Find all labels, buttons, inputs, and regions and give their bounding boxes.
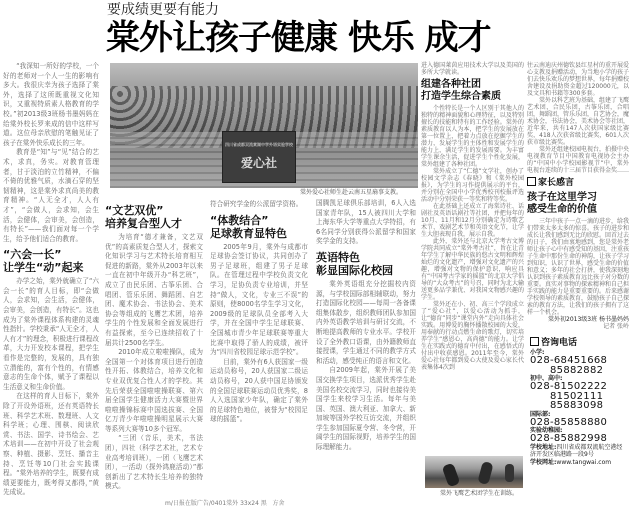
dancer xyxy=(442,463,461,488)
section-heading xyxy=(527,192,629,216)
paragraph: 符合研究学金的公派留学资格。 xyxy=(210,200,303,208)
contact-label: 初中、高中: xyxy=(530,375,563,382)
kicker: 要成绩更要有能力 xyxy=(107,2,219,18)
section-heading xyxy=(316,251,416,277)
paragraph: “三团（音乐，美术，书法团），四社（科学艺术社，艺术专业高考培训班），一团（飞鹰艺术团），一活动（探外鸿鹿活动）”都创新出了艺术特长生培养的独特模式。 xyxy=(105,434,203,491)
column-4 xyxy=(316,199,416,490)
paragraph: 三年中孩子一点一滴的进步，给我们带来太多太多的惊喜。孩子的进步和成长让我们感到无比的欣慰。回首过去的日子，我们由衷地感到，您是棠外老师让孩子心中有感受知的基因，注重孩子生命中那份生命的神韵，让孩子学习到知识，认识了世界，感受生命的价值和意义；多年的社会打拼，使我深刻地认识到孩子素质教育远比孩子对分数的重要。真实对事物的探索精神和自己担手实践的能力是重要重要的。后来感谢学校领导的素质教育，鼓励孩子自己探索的教育方法，让我们的孩子拥有了这样一个机会。 xyxy=(527,218,630,316)
paragraph: 为培育“德才兼备，文艺双优”的高素质复合型人才，探索文化知识学习与艺术特长培育相互促进的新路，棠外从2003年以来一直在初中年级开办“科艺班”，成立了由民乐团、古筝乐团、合唱团、管乐乐团、舞蹈团、自艺团、魔术协会、书法协会、美术协会等组成的飞鹰艺术团，培养学生的个性发展和全面发展进行有益探索，至今已连续招收了十届共计2500名学生。 xyxy=(105,233,203,347)
heading-line: 彰显国际化校园 xyxy=(316,263,393,277)
section-label xyxy=(527,177,629,189)
dancer xyxy=(505,464,514,482)
paragraph: 棠外英语组充分挖掘校内资源，与学校国际部相辅联动，努力打造国际化校园——每周一各备课组集体散步，组织教师团队参加国内外英语教学培训与研讨交流，不断地提高教师的专业水平。学校开设了全外教口语课，由外籍教师直接授课，学生通过不同的教学方式和活动，感受纯正的语言和文化。 xyxy=(316,279,416,365)
heading-line: 感受生命的价值 xyxy=(527,204,597,215)
address-label: 学校地址: xyxy=(530,443,557,451)
footer-slug: m/日报在版广告/0401棠外 33x24 黑 方舍 xyxy=(165,500,285,507)
column-3 xyxy=(210,200,308,490)
paragraph: 在此基础上还成立了海棠诗社、话剧社及英语话剧社等社团，并把每年的10月、11月和12月分别确定为诗歌艺术节、戏剧艺术节和英语文化节，让学生大胆表现自我，展示自我。 xyxy=(421,203,524,238)
heading-line: 足球教育显特色 xyxy=(210,226,287,240)
paragraph: 在这样的育人目标下，棠外除了开设外语班，还有英语特长班、科学艺术班、数理班、人文科学班；心理、围棋、阅读欣赏、书法、国学、诗书绘会、艺术培训——在初中开设了社会观察、种植、摄影、烹饪、播音主持、烹饪等10门社会实践课程。“棠外培养的学生，既要有成绩更要能力，既考得又都得，”黄先成说。 xyxy=(3,392,99,497)
heading-line: 让学生“动”起来 xyxy=(3,261,84,275)
contact-title xyxy=(530,337,628,349)
paragraph: 往云南迪庆州德钦县红星村的重开展爱心支教及捐赠活动，为当地小学的孩子们去快乐欢乐的梦想世界，每年捐赠校舍建设及捐助资金超过120000元，以及文具和书籍等300多套。 xyxy=(527,62,630,97)
phone-number: 028-85882998 xyxy=(530,433,608,444)
contact-label: 实验幼稚园: xyxy=(530,427,563,434)
paragraph: “我深知一所好的学校，一个好的老师对一个人一生的影响有多大。我很庆幸为孩子选择了棠外，选择了这所既重视文化知识，又重视特质素人格教育的学校。”初2013级3班杨书墨妈妈在给棠外校长罗来成的信中这样写道。这位母亲欣慰的笔触见证了孩子在棠外快乐成长的三年。 xyxy=(3,62,99,147)
paragraph: 进入德国莱茵应用技术大学以及美国的多所大学就读。 xyxy=(421,62,524,76)
contact-label: 小学: xyxy=(530,349,545,356)
square-icon xyxy=(527,177,536,186)
paragraph: 此外，棠外还与北京大学考古文博学院共同成立“棠外考古社”，旨在让青年学生了解中华民族的悠古文明和辉煌灿烂的文化遗产，增强对文化遗产的兴趣，增强对文物的保护意识，响应具有“中国考古学家的摇篮”的北京大学倡导的“大众考古”的号召，同时为北大输送更多品学兼优、对我国文物感兴趣的学生。 xyxy=(421,238,524,301)
section-heading xyxy=(3,248,99,274)
reporter: 记者 张岭 xyxy=(603,323,629,330)
paragraph: 2005年9月，棠外与成都市足球协会签订协议，共同创办了男子足球班，组建了男子足球队。在管理过程中学校负责文化学习，足协负责专业培训，并坚持“做人，文化，专业三不误”的原则，使8000名学生学习文化，2009级的足球队员全部考入大学，并在全国中学生足球联赛、全国城市青少年足球联赛等重大比赛中取得了骄人的成绩，被评为“四川省校园足球示范学校”。 xyxy=(210,242,308,357)
heading-line: “体教结合” xyxy=(210,213,269,227)
section-heading xyxy=(210,214,308,240)
section-label-text: 家长感言 xyxy=(538,178,575,188)
heading-line: 培养复合型人才 xyxy=(105,217,182,230)
banner-text: 四川省成都双流棠湖中学外语实验学校 xyxy=(225,142,293,147)
signature: 棠外初2013级3班 杨书墨妈妈 xyxy=(548,316,629,323)
phone-number: 85882882 xyxy=(550,364,604,376)
dance-photo xyxy=(425,456,523,488)
heading-line: 组建各种社团 xyxy=(421,79,481,90)
website-label: 学校网址: xyxy=(530,458,557,466)
heading-line: 打造学生综合素质 xyxy=(421,91,501,102)
phone-number: 81502111 xyxy=(550,390,604,402)
heading-line: 英语特色 xyxy=(316,250,360,264)
heading-line: 孩子在这里学习 xyxy=(527,192,597,203)
banner xyxy=(222,131,296,183)
phone-number: 85883098 xyxy=(550,400,604,411)
contact-title-text: 咨询电话 xyxy=(541,338,578,348)
section-heading xyxy=(421,79,524,103)
website xyxy=(530,459,628,467)
paragraph: 国腾凯足球俱乐部培训，6人入选国家青年队，15人被四川大学和上海东华大学等重点大学特招，有6名同学分别获得公派留学和国家奖学金的支持。 xyxy=(316,199,416,246)
paragraph: 棠外成立了“仁德”文学社，创办了校园文学杂志《春晓》和《棠外校园报》，为学生的习作提供展示的平台，并分别在全国中小学优秀校刊校报评选活动中分别荣获一等奖和特等奖。 xyxy=(421,168,524,203)
paragraph: 教育是“知”与“见”结合的艺术，求真，务实。对教育管理者，甘于淡泊的立竹精神，不偏不倚的优雅气质，水滴石穿的坚韧精神，这是棠外求真尚美的教育精神。“人无全才，人人有才”，“会做人，会求知，会生活，会健体，会审美，会创造，有特长”——我们面对每一个学生，给予他们适合的教育。 xyxy=(3,148,99,243)
paragraph: 棠外还在小、初、高三个学段成立了“爱心社”，以爱心活动为抓手，让“德育”同步“课堂内外”走向具体社会实践。用博爱的胸怀播散校园的大爱，用奉献的行动点燃生命的歌灯，切实培养学生“感恩心，高尚德”的能力。让学生在实践式的德育中付出，在感悟式的付出中收获感恩。2011年至今，棠外爱心社每年都到爱心大使及爱心家长代表集体4次到 xyxy=(421,301,524,371)
column-6 xyxy=(527,62,629,334)
contact-label: 国际部: xyxy=(530,410,551,418)
photo-caption: 棠外爱心社师生赴云南五星扇事支教。 xyxy=(300,189,403,196)
phone-number: 028-68451668 xyxy=(530,355,608,366)
paragraph: 自2009年起，棠外开展了美国交换学生项目，选派优秀学生赴美国名校交流学习，同时也接待美国学生来校学习生活。每年与美国、英国、澳大利亚、加拿大、新加坡等国外学校互访交流，并组织学生参加国际夏令营、冬令营，开阔学生的国际视野，培养学生的国际理解能力。 xyxy=(316,366,416,452)
heading-line: “六会一长” xyxy=(3,248,62,262)
column-5 xyxy=(421,62,524,454)
paragraph: 目前，棠外有6人获国家一级运动员称号，20人获国家二级运动员称号，20人获中国足协颁发的全国足球联赛运动员优秀奖，8人入选国家少年队，确定了棠外的足球特色地位，被誉为“校园足球的摇篮”。 xyxy=(210,357,308,424)
headline: 棠外让孩子健康 快乐 成才 xyxy=(106,18,491,58)
column-2 xyxy=(105,200,203,490)
phone-number: 028-81502222 xyxy=(530,381,608,392)
photo-caption: 棠外飞鹰艺术团学生在训练。 xyxy=(440,490,519,497)
banner-title: 爱心社 xyxy=(240,156,277,170)
address xyxy=(530,444,628,459)
paragraph: 个性特长是一个人区别于其他人的独特的精神面貌和心理特征，以及特别擅长的技能和特有的工作经验。棠外的素质教育以人为本，把学生的发展放在第一位置上，把着力点放在挖掘学生的潜力，发展学生的主体性和发展学生的能力上，满足学生的发展需要。为丰富学生课余生活，促进学生个性化发展，棠外组建了各种社团。 xyxy=(421,105,524,168)
square-icon xyxy=(530,337,539,346)
contact-block xyxy=(530,337,628,466)
paragraph: 2010年成立啦啦操队，成为全国第一个对体育项目进行创造性开拓、体教结合，培养文化和专业双优复合性人才的学校。其先后荣获全国啦啦操联赛、第六届全国学生健康活力大赛暨世界啦啦操锦标赛中国选拔赛、全国亿万青少年啦啦操明星展示大赛等系列大赛等10多个冠军。 xyxy=(105,348,203,433)
paragraph: 棠外以科艺班为基础，组建了飞鹰艺术团，合民乐团，古筝乐团，合唱团，舞蹈团，管乐乐团，自艺协会，魔术协会，书法协会，美术协会等社团，近年来，共有147人次获国家级比赛奖，418人次获省级比赛奖，601人次获市级比赛奖。 xyxy=(527,97,630,146)
column-1 xyxy=(3,62,99,497)
address-text: 四川省成都双流航空港经济开发区临港路一段9号 xyxy=(530,443,623,458)
paragraph: 办学之始，棠外就确立了“六会一长”的育人目标，即“会做人，会求知，会生活，会健体，会审美，会创造，有特长”。这也成为了棠外课程体系构建的灵魂性指针。学校秉承“人无全才，人人有才”的理念，积极进行课程改革，大力开发校本课程，把学生看作是完整的，发展的，具有独立潜能的，富有个性的，有情感意志的生命个体，赋予了课程以生活意义和生命价值。 xyxy=(3,277,99,391)
group-photo xyxy=(110,63,418,188)
website-link[interactable]: www.tangwai.com xyxy=(556,458,612,466)
paragraph: 棠外还组建校园电视台，拍摄中央电视教育节目中国教育电视协会主办的“中国中小学校园影视节”中，棠外电视台连续的十三届节目获得金奖…… xyxy=(527,146,630,174)
phone-number: 028-85858880 xyxy=(530,416,608,428)
dancer xyxy=(477,461,493,485)
heading-line: “文艺双优” xyxy=(105,204,164,217)
section-heading xyxy=(105,204,203,230)
